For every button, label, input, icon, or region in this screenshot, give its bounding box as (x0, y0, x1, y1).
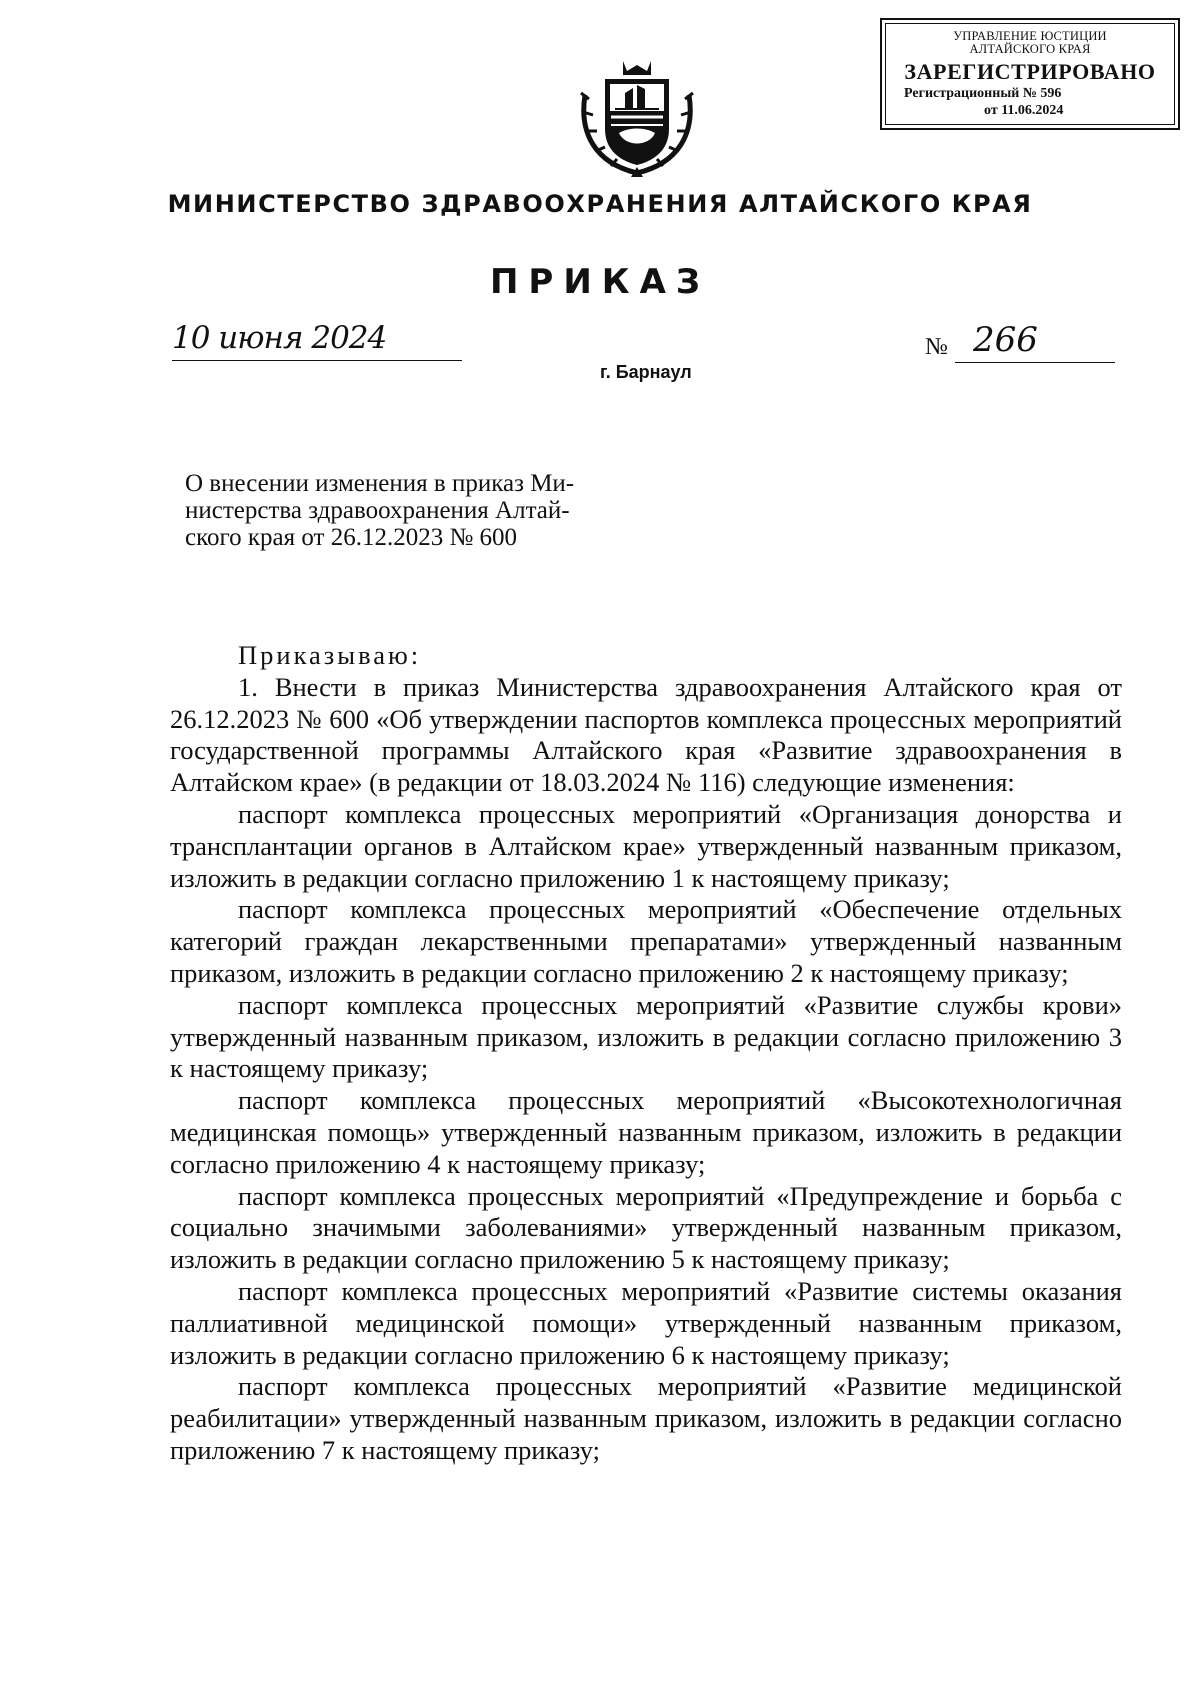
stamp-org-line2: АЛТАЙСКОГО КРАЯ (969, 42, 1091, 56)
order-title: ПРИКАЗ (489, 262, 711, 302)
stamp-organization (886, 30, 1174, 56)
order-body (170, 640, 1122, 1467)
number-sign: № (925, 334, 948, 360)
order-number (925, 320, 1115, 366)
prikazyvayu-heading: Приказываю: (238, 640, 422, 670)
body-paragraph-5: паспорт комплекса процессных мероприятий «Высокотехнологичная медицинская помощь» утвержденный названным приказом, изложить в редакции согласно приложению 4 к настоящему приказу; (170, 1085, 1122, 1179)
order-date-text: 10 июня 2024 (172, 320, 387, 356)
stamp-reg-date: от 11.06.2024 (984, 103, 1064, 118)
stamp-inner-frame (885, 23, 1175, 125)
body-paragraph-6: паспорт комплекса процессных мероприятий «Предупреждение и борьба с социально значимыми заболеваниями» утвержденный названным приказом, изложить в редакции согласно приложению 5 к настоящему приказу; (170, 1180, 1122, 1275)
order-city: г. Барнаул (600, 362, 692, 382)
registration-stamp (880, 18, 1180, 130)
order-date-handwritten (172, 320, 462, 366)
body-paragraph-3: паспорт комплекса процессных мероприятий «Обеспечение отдельных категорий граждан лекарственными препаратами» утвержденный названным приказом, изложить в редакции согласно приложению 2 к настоящему приказу; (170, 894, 1122, 988)
altai-krai-coat-of-arms-icon (575, 55, 699, 179)
order-number-handwritten: 266 (973, 320, 1038, 360)
body-paragraph-7: паспорт комплекса процессных мероприятий «Развитие системы оказания паллиативной медицинской помощи» утвержденный названным приказом, изложить в редакции согласно приложению 6 к настоящему приказу; (170, 1275, 1122, 1370)
number-underline (955, 362, 1115, 363)
ministry-title: МИНИСТЕРСТВО ЗДРАВООХРАНЕНИЯ АЛТАЙСКОГО КРАЯ (167, 190, 1033, 218)
stamp-reg-number: Регистрационный № 596 (904, 86, 1062, 101)
date-underline (172, 360, 462, 361)
order-subject (185, 470, 665, 551)
subject-line-3: ского края от 26.12.2023 № 600 (185, 524, 518, 551)
subject-line-1: О внесении изменения в приказ Ми- (185, 470, 575, 497)
subject-line-2: нистерства здравоохранения Алтай- (185, 497, 570, 524)
body-paragraph-4: паспорт комплекса процессных мероприятий «Развитие службы крови» утвержденный названным приказом, изложить в редакции согласно приложению 3 к настоящему приказу; (170, 989, 1122, 1084)
stamp-status: ЗАРЕГИСТРИРОВАНО (904, 59, 1156, 84)
body-paragraph-2: паспорт комплекса процессных мероприятий «Организация донорства и трансплантации органов в Алтайском крае» утвержденный названным приказом, изложить в редакции согласно приложению 1 к настоящему приказу; (170, 798, 1122, 893)
body-paragraph-8: паспорт комплекса процессных мероприятий «Развитие медицинской реабилитации» утвержденный названным приказом, изложить в редакции согласно приложению 7 к настоящему приказу; (170, 1371, 1122, 1465)
body-paragraph-1: 1. Внести в приказ Министерства здравоохранения Алтайского края от 26.12.2023 № 600 «Об утверждении паспортов комплекса процессных мероприятий государственной программы Алтайского края «Развитие здравоохранения в Алтайском крае» (в редакции от 18.03.2024 № 116) следующие изменения: (170, 671, 1122, 798)
stamp-org-line1: УПРАВЛЕНИЕ ЮСТИЦИИ (953, 29, 1107, 43)
